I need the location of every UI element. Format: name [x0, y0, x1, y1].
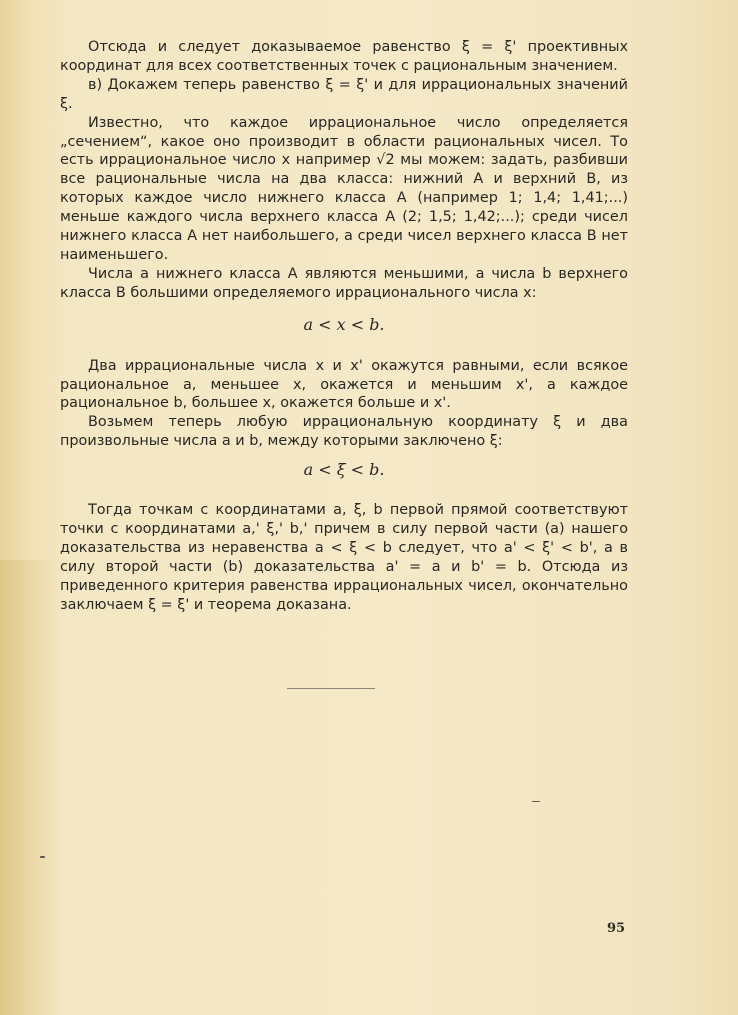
- page-number: 95: [607, 921, 626, 936]
- paragraph-equality-criterion: Два иррациональные числа x и x' окажутся равными, если всякое рациональное a, меньшее x, окажется и меньшим x', а каждое рациональное b, большее x, окажется больше и x'.: [60, 357, 628, 412]
- print-speck: [532, 801, 540, 802]
- paragraph-dedekind-cut: Известно, что каждое иррациональное число определяется „сечением“, какое оно производит в области рациональных чисел. То есть иррациональное число x например √2 мы можем: задать, разбивши все рациональные числа на два класса: нижний A и верхний B, из которых каждое число нижнего класса A (например 1; 1,4; 1,41;...) меньше каждого числа верхнего класса A (2; 1,5; 1,42;...); среди чисел нижнего класса A нет наибольшего, а среди чисел верхнего класса B нет наименьшего.: [60, 114, 628, 263]
- paragraph-conclusion: Тогда точкам с координатами a, ξ, b первой прямой соответствуют точки с координатами a,' ξ,' b,' причем в силу первой части (a) нашего доказательства из неравенства a < ξ < b следует, что a' < ξ' < b', а в силу второй части (b) доказательства a' = a и b' = b. Отсюда из приведенного критерия равенства иррациональных чисел, окончательно заключаем ξ = ξ' и теорема доказана.: [60, 502, 628, 613]
- paragraph-part-b-heading: в) Докажем теперь равенство ξ = ξ' и для иррациональных значений ξ.: [60, 76, 628, 112]
- page-edge-stain: [0, 560, 60, 1015]
- formula-a-x-b: a < x < b.: [303, 314, 385, 334]
- section-divider: [287, 688, 375, 689]
- formula-a-xi-b: a < ξ < b.: [303, 460, 385, 480]
- paragraph-take-coordinate: Возьмем теперь любую иррациональную координату ξ и два произвольные числа a и b, между которыми заключено ξ:: [60, 414, 628, 450]
- page-body: [60, 38, 628, 614]
- paragraph-classes: Числа a нижнего класса A являются меньшими, а числа b верхнего класса B большими определяемого иррационального числа x:: [60, 265, 628, 301]
- print-speck: [40, 856, 45, 858]
- paragraph-proof-rational: Отсюда и следует доказываемое равенство ξ = ξ' проективных координат для всех соответственных точек с рациональным значением.: [60, 39, 628, 74]
